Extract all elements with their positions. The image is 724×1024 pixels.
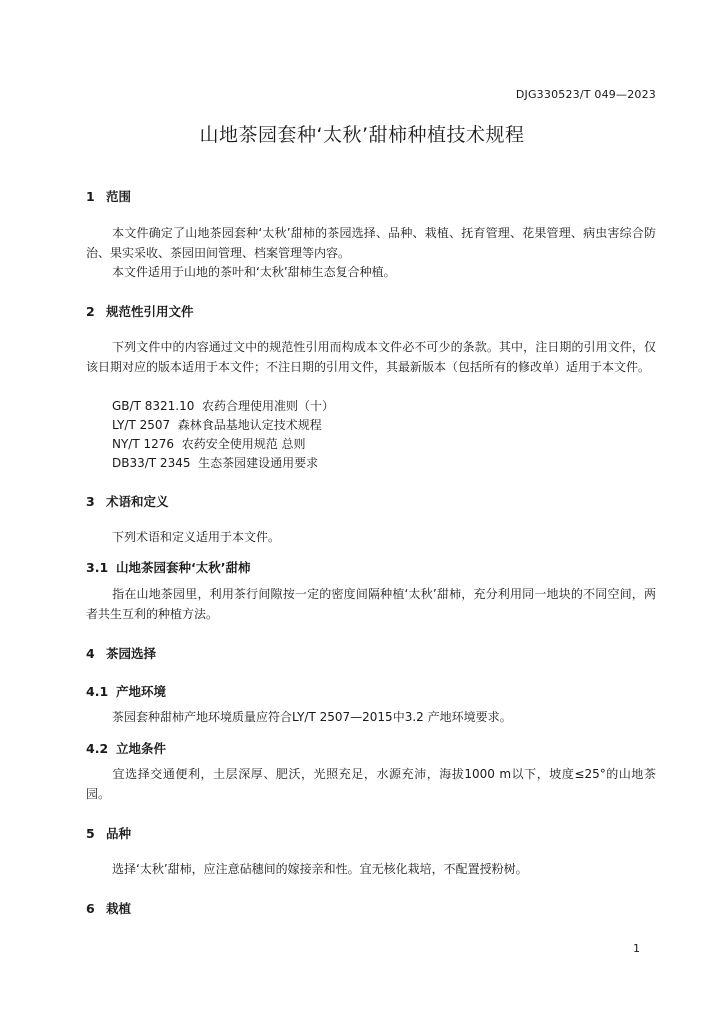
section-4-1-paragraph-1: [86, 708, 656, 728]
section-title: 产地环境: [116, 684, 167, 699]
reference-name: 农药合理使用准则（十）: [201, 399, 334, 413]
section-heading-3-1: [86, 558, 251, 576]
paragraph-text: 宜选择交通便利，土层深厚、肥沃，光照充足，水源充沛，海拔1000 m以下，坡度≤25°的山地茶园。: [86, 767, 656, 801]
reference-code: GB/T 8321.10: [112, 399, 195, 413]
section-number: 3: [86, 494, 95, 509]
section-number: 2: [86, 304, 95, 319]
section-2-paragraph-1: [86, 338, 656, 377]
reference-name: 森林食品基地认定技术规程: [177, 418, 322, 432]
section-title: 茶园选择: [106, 646, 157, 661]
section-heading-1: [86, 187, 131, 205]
section-number: 5: [86, 826, 95, 841]
reference-code: NY/T 1276: [112, 437, 175, 451]
paragraph-text: 本文件确定了山地茶园套种‘太秋’甜柿的茶园选择、品种、栽植、抚育管理、花果管理、病虫害综合防治、果实采收、茶园田间管理、档案管理等内容。: [86, 226, 656, 260]
section-title: 术语和定义: [106, 494, 169, 509]
section-4-2-paragraph-1: [86, 765, 656, 804]
section-number: 4.2: [86, 741, 109, 756]
section-title: 山地茶园套种‘太秋’甜柿: [116, 560, 251, 575]
page-number: 1: [633, 942, 640, 955]
section-heading-3: [86, 492, 169, 510]
section-heading-4-1: [86, 682, 166, 700]
section-number: 6: [86, 901, 95, 916]
reference-item: [112, 435, 306, 452]
section-number: 3.1: [86, 560, 109, 575]
section-3-1-paragraph-1: [86, 585, 656, 624]
section-1-paragraph-1: [86, 224, 656, 263]
paragraph-text: 本文件适用于山地的茶叶和‘太秋’甜柿生态复合种植。: [112, 265, 396, 279]
section-title: 栽植: [106, 901, 132, 916]
document-title: 山地茶园套种‘太秋’甜柿种植技术规程: [199, 124, 525, 146]
reference-name: 生态茶园建设通用要求: [198, 456, 319, 470]
section-heading-5: [86, 824, 131, 842]
paragraph-text: 茶园套种甜柿产地环境质量应符合LY/T 2507—2015中3.2 产地环境要求。: [112, 710, 512, 724]
reference-item: [112, 397, 334, 414]
section-heading-2: [86, 302, 194, 320]
reference-item: [112, 454, 318, 471]
section-heading-4: [86, 644, 156, 662]
section-3-paragraph-1: [86, 528, 656, 548]
reference-item: [112, 416, 322, 433]
document-number: DJG330523/T 049—2023: [515, 88, 656, 101]
paragraph-text: 选择‘太秋’甜柿，应注意砧穗间的嫁接亲和性。宜无核化栽培，不配置授粉树。: [112, 862, 528, 876]
section-title: 规范性引用文件: [106, 304, 194, 319]
reference-code: DB33/T 2345: [112, 456, 191, 470]
section-title: 品种: [106, 826, 132, 841]
section-1-paragraph-2: [86, 263, 656, 283]
paragraph-text: 下列文件中的内容通过文中的规范性引用而构成本文件必不可少的条款。其中，注日期的引用文件，仅该日期对应的版本适用于本文件；不注日期的引用文件，其最新版本（包括所有的修改单）适用于本文件。: [86, 340, 656, 374]
section-heading-6: [86, 899, 131, 917]
section-heading-4-2: [86, 739, 166, 757]
section-5-paragraph-1: [86, 860, 656, 880]
section-number: 1: [86, 189, 95, 204]
reference-code: LY/T 2507: [112, 418, 171, 432]
paragraph-text: 下列术语和定义适用于本文件。: [112, 530, 281, 544]
section-title: 立地条件: [116, 741, 167, 756]
section-number: 4: [86, 646, 95, 661]
section-number: 4.1: [86, 684, 109, 699]
paragraph-text: 指在山地茶园里，利用茶行间隙按一定的密度间隔种植‘太秋’甜柿，充分利用同一地块的不同空间，两者共生互利的种植方法。: [86, 587, 656, 621]
reference-name: 农药安全使用规范 总则: [181, 437, 306, 451]
section-title: 范围: [106, 189, 132, 204]
